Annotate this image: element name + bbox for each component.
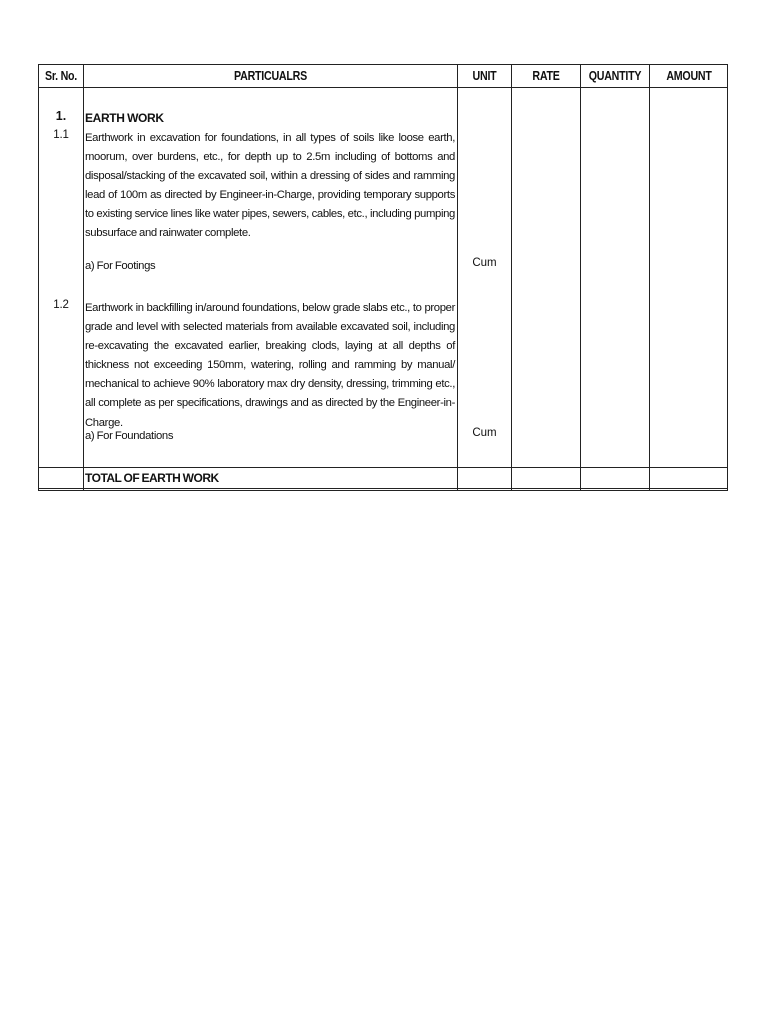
total-label: TOTAL OF EARTH WORK bbox=[85, 471, 219, 485]
section-number: 1. bbox=[55, 109, 67, 123]
header-divider bbox=[39, 87, 727, 88]
item-description: Earthwork in backfilling in/around foundations, below grade slabs etc., to proper grade and level with selected materials from available excavated soil, including re-excavating the excavated earlier, breaking clods, laying at all depths of thickness not exceeding 150mm, watering, rolling and ramming by manual/ mechanical to achieve 90% laboratory max dry density, dressing, trimming etc., all complete as per specifications, drawings and as directed by the Engineer-in-Charge. bbox=[85, 302, 455, 429]
header-unit: UNIT bbox=[472, 68, 497, 83]
item-sr-no: 1.2 bbox=[53, 299, 69, 311]
header-rate: RATE bbox=[532, 68, 560, 83]
bottom-divider bbox=[39, 488, 727, 489]
col-divider bbox=[580, 65, 581, 490]
section-title: EARTH WORK bbox=[85, 111, 164, 125]
boq-table bbox=[38, 64, 728, 491]
header-amount: AMOUNT bbox=[666, 68, 712, 83]
total-divider bbox=[39, 467, 727, 468]
item-sub-label: a) For Foundations bbox=[85, 430, 174, 442]
col-divider bbox=[511, 65, 512, 490]
header-quantity: QUANTITY bbox=[588, 68, 642, 83]
col-divider bbox=[649, 65, 650, 490]
item-unit: Cum bbox=[472, 427, 497, 439]
item-sub-label: a) For Footings bbox=[85, 260, 156, 272]
item-unit: Cum bbox=[472, 257, 497, 269]
header-sr-no: Sr. No. bbox=[44, 68, 78, 83]
col-divider bbox=[83, 65, 84, 490]
header-particulars: PARTICUALRS bbox=[234, 68, 307, 83]
item-description: Earthwork in excavation for foundations, in all types of soils like loose earth, moorum, over burdens, etc., for depth up to 2.5m including of bottoms and disposal/stacking of the excavated soil, within a dressing of sides and ramming lead of 100m as directed by Engineer-in-Charge, providing temporary supports to existing service lines like water pipes, sewers, cables, etc., including pumping subsurface and rainwater complete. bbox=[85, 132, 455, 240]
item-sr-no: 1.1 bbox=[53, 129, 69, 141]
